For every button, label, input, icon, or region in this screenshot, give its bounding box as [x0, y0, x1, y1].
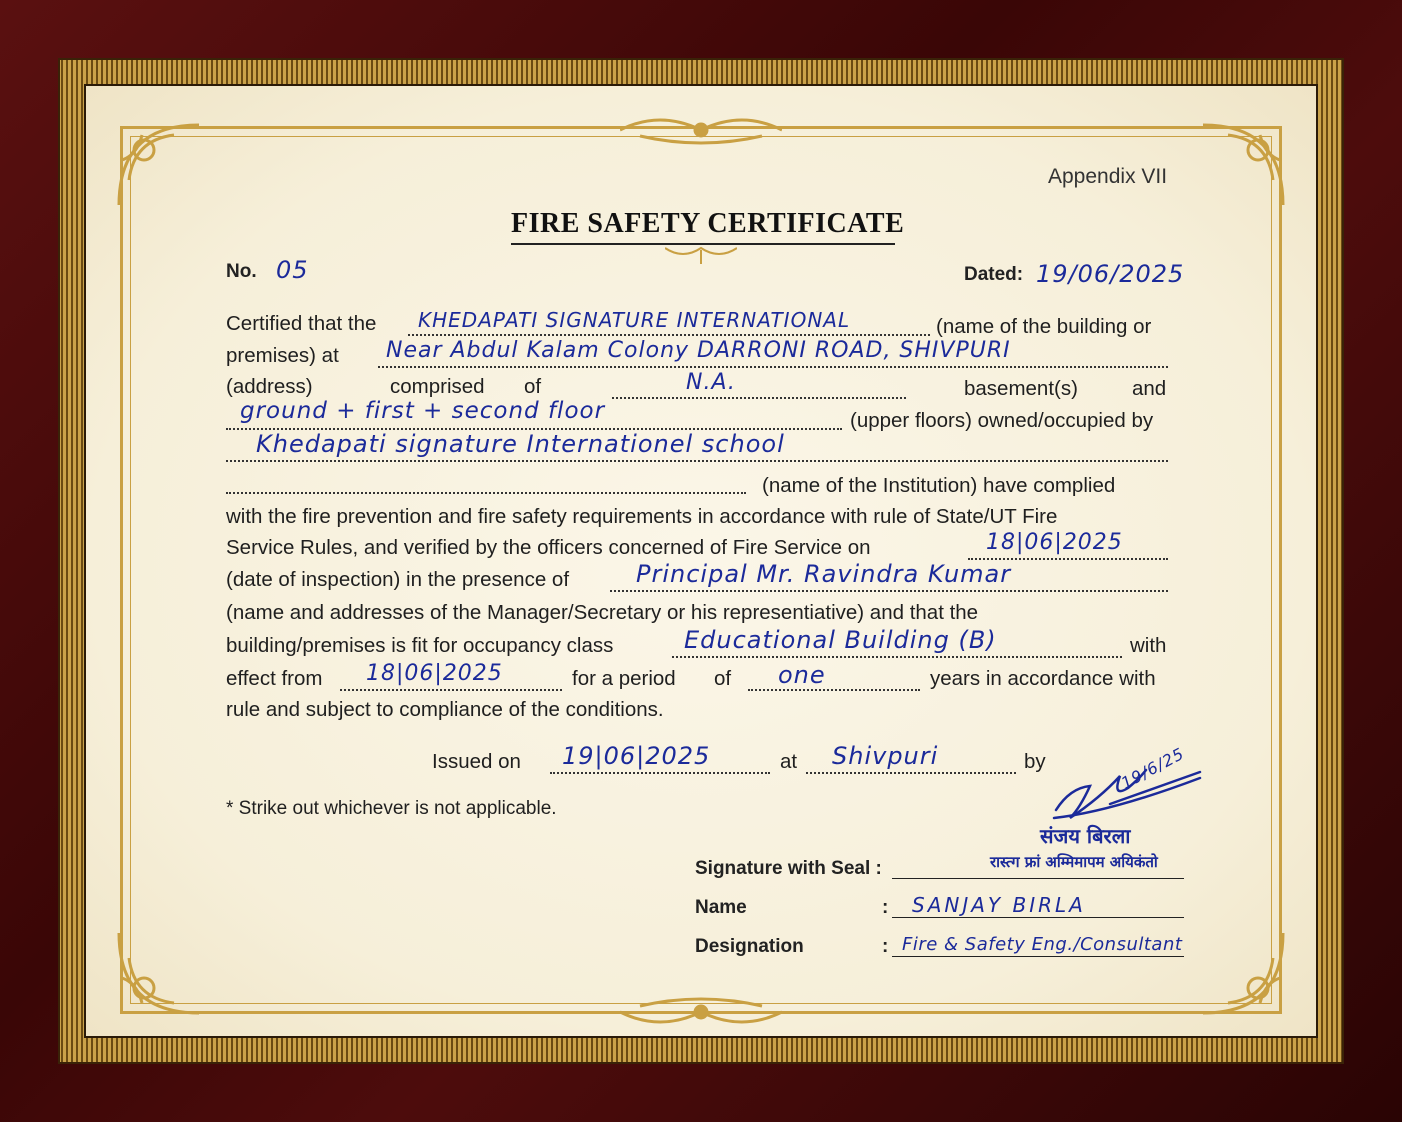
designation-colon: :: [882, 936, 889, 957]
period-value: one: [778, 661, 826, 689]
corner-ornament-icon: [1198, 928, 1288, 1018]
basements-value: N.A.: [686, 370, 736, 395]
body-text: basement(s): [964, 377, 1078, 400]
body-text: premises) at: [226, 344, 339, 367]
body-text: (upper floors) owned/occupied by: [850, 409, 1154, 432]
fill-line: [340, 689, 562, 691]
issued-date: 19|06|2025: [562, 742, 711, 770]
dated-label: Dated:: [964, 264, 1024, 285]
designation-line: [892, 956, 1184, 957]
body-text: (date of inspection) in the presence of: [226, 568, 570, 591]
body-text: building/premises is fit for occupancy class: [226, 634, 614, 657]
body-text: rule and subject to compliance of the conditions.: [226, 698, 664, 721]
body-text: (name of the building or: [936, 315, 1152, 338]
name-line: [892, 917, 1184, 918]
fill-line: [806, 772, 1016, 774]
fill-line: [612, 397, 906, 399]
certificate-number: 05: [276, 256, 309, 284]
flourish-top-icon: [620, 110, 782, 150]
effect-from-value: 18|06|2025: [366, 661, 503, 686]
signature-date: 19/6/25: [1118, 743, 1188, 793]
fill-line: [610, 590, 1168, 592]
fill-line: [408, 334, 930, 336]
appendix-label: Appendix VII: [1048, 165, 1168, 188]
stamp-name: संजय बिरला: [1040, 824, 1131, 848]
body-text: Certified that the: [226, 312, 377, 335]
body-text: (address): [226, 375, 313, 398]
institution-value: Khedapati signature Internationel school: [256, 430, 785, 458]
body-text: (name of the Institution) have complied: [762, 474, 1116, 497]
body-text: with: [1130, 634, 1167, 657]
inspection-date: 18|06|2025: [986, 530, 1123, 555]
issued-at-label: at: [780, 750, 798, 773]
body-text: (name and addresses of the Manager/Secretary or his representiative) and that the: [226, 601, 979, 624]
fill-line: [226, 460, 1168, 462]
page-title: FIRE SAFETY CERTIFICATE: [511, 208, 905, 239]
floors-value: ground + first + second floor: [240, 398, 606, 424]
name-value: SANJAY BIRLA: [912, 893, 1086, 917]
title-flourish-icon: [665, 244, 737, 268]
corner-ornament-icon: [114, 928, 204, 1018]
representative-value: Principal Mr. Ravindra Kumar: [636, 560, 1012, 588]
fill-line: [226, 492, 746, 494]
designation-label: Designation: [695, 936, 804, 957]
address-value: Near Abdul Kalam Colony DARRONI ROAD, SHIVPURI: [386, 338, 1011, 363]
strike-out-note: * Strike out whichever is not applicable.: [226, 798, 557, 819]
body-text: of: [714, 667, 732, 690]
name-label: Name: [695, 897, 747, 918]
corner-ornament-icon: [1198, 120, 1288, 210]
fill-line: [550, 772, 770, 774]
building-name: KHEDAPATI SIGNATURE INTERNATIONAL: [418, 308, 851, 332]
body-text: for a period: [572, 667, 676, 690]
issued-by-label: by: [1024, 750, 1046, 773]
body-text: and: [1132, 377, 1167, 400]
number-label: No.: [226, 261, 257, 282]
designation-value: Fire & Safety Eng./Consultant: [902, 934, 1183, 955]
issued-place: Shivpuri: [832, 742, 939, 770]
occupancy-class-value: Educational Building (B): [684, 626, 997, 654]
signature-seal-label: Signature with Seal :: [695, 858, 882, 879]
stamp-title: रास्त्ग फ्रां अम्मिमापम अयिकंतो: [990, 853, 1158, 871]
name-colon: :: [882, 897, 889, 918]
body-text: of: [524, 375, 542, 398]
body-text: Service Rules, and verified by the officers concerned of Fire Service on: [226, 536, 871, 559]
fill-line: [378, 366, 1168, 368]
body-text: with the fire prevention and fire safety requirements in accordance with rule of State/UT Fire: [226, 505, 1058, 528]
dated-value: 19/06/2025: [1036, 260, 1185, 288]
flourish-bottom-icon: [620, 992, 782, 1032]
body-text: effect from: [226, 667, 323, 690]
signature-line: [892, 878, 1184, 879]
corner-ornament-icon: [114, 120, 204, 210]
fill-line: [748, 689, 920, 691]
fill-line: [672, 656, 1122, 658]
body-text: years in accordance with: [930, 667, 1156, 690]
issued-on-label: Issued on: [432, 750, 521, 773]
body-text: comprised: [390, 375, 485, 398]
